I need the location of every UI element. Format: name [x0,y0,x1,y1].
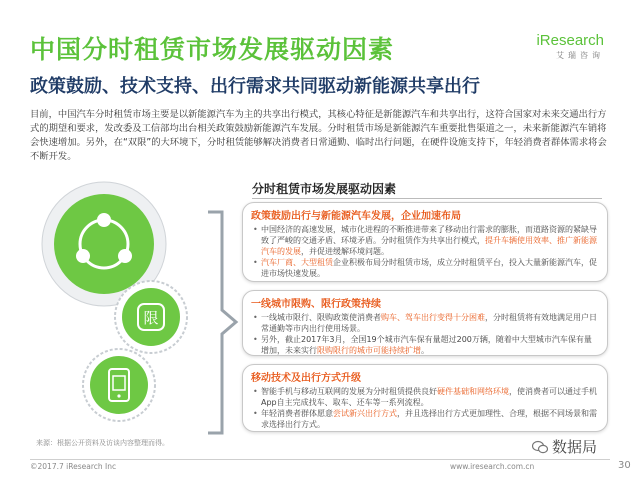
page-number: 30 [618,460,631,471]
panel-title: 移动技术及出行方式升级 [251,373,361,384]
driver-panel-policy [242,202,608,282]
figure-title: 分时租赁市场发展驱动因素 [252,182,397,196]
page-title: 中国分时租赁市场发展驱动因素 [30,35,395,64]
bracket-arrow-icon [206,210,240,435]
bullet-item: • 中国经济的高速发展，城市化进程的不断推进带来了移动出行需求的膨胀，而道路资源的紧缺导致了严峻的交通矛盾、环境矛盾。分时租赁作为共享出行模式，提升车辆使用效率、推广新能源汽车的发展，并促进缓解环境问题。 [251,224,599,257]
bullet-item: • 一线城市限行、限购政策使消费者购车、驾车出行变得十分困难，分时租赁将有效地满足用户日常通勤等市内出行使用场景。 [251,312,599,334]
restriction-icon [114,280,188,354]
source-note: 来源：根据公开资料及访谈内容整理而得。 [36,439,169,447]
copyright-text: ©2017.7 iResearch Inc [30,462,117,471]
bullet-item: • 智能手机与移动互联网的发展为分时租赁提供良好硬件基础和网络环境，使消费者可以通过手机App自主完成找车、取车、还车等一系列流程。 [251,386,599,408]
panel-title: 一线城市限购、限行政策持续 [251,299,381,310]
intro-paragraph: 目前，中国汽车分时租赁市场主要是以新能源汽车为主的共享出行模式，其核心特征是新能源汽车和共享出行，这符合国家对未来交通出行方式的期望和要求，发改委及工信部均出台相关政策鼓励新能源汽车发展。分时租赁市场是新能源汽车重要批售渠道之一，未来新能源汽车销将会快速增加。另外，在“双限”的大环境下，分时租赁能够解决消费者日常通勤、临时出行问题，在硬件设施支持下，年轻消费者群体需求将会不断开发。 [30,109,607,162]
watermark-text: 数据局 [552,438,598,456]
logo-text: iResearch [536,32,604,49]
title-divider [252,198,602,199]
panel-title: 政策鼓励出行与新能源汽车发展，企业加速布局 [251,211,461,222]
wechat-icon [532,440,548,454]
driver-panel-restriction [242,290,608,356]
driver-panel-technology [242,364,608,432]
logo-subtext: 艾瑞咨询 [556,51,604,60]
iresearch-logo [520,32,604,61]
website-text: www.iresearch.com.cn [450,462,535,471]
footer-divider [30,459,610,460]
bullet-item: • 年轻消费者群体愿意尝试新兴出行方式，并且选择出行方式更加理性、合理，根据不同场景和需求选择出行方式。 [251,408,599,430]
watermark [532,436,597,457]
svg-text:限: 限 [143,309,159,327]
bullet-item: • 汽车厂商、大型租赁企业积极布局分时租赁市场，成立分时租赁平台，投入大量新能源汽车，促进市场快速发展。 [251,257,599,279]
mobile-phone-icon [82,348,156,422]
bullet-item: • 另外，截止2017年3月，全国19个城市汽车保有量超过200万辆，随着中大型城市汽车保有量增加，未来实行限购限行的城市可能持续扩增。 [251,334,599,356]
page-subtitle: 政策鼓励、技术支持、出行需求共同驱动新能源共享出行 [30,76,480,97]
